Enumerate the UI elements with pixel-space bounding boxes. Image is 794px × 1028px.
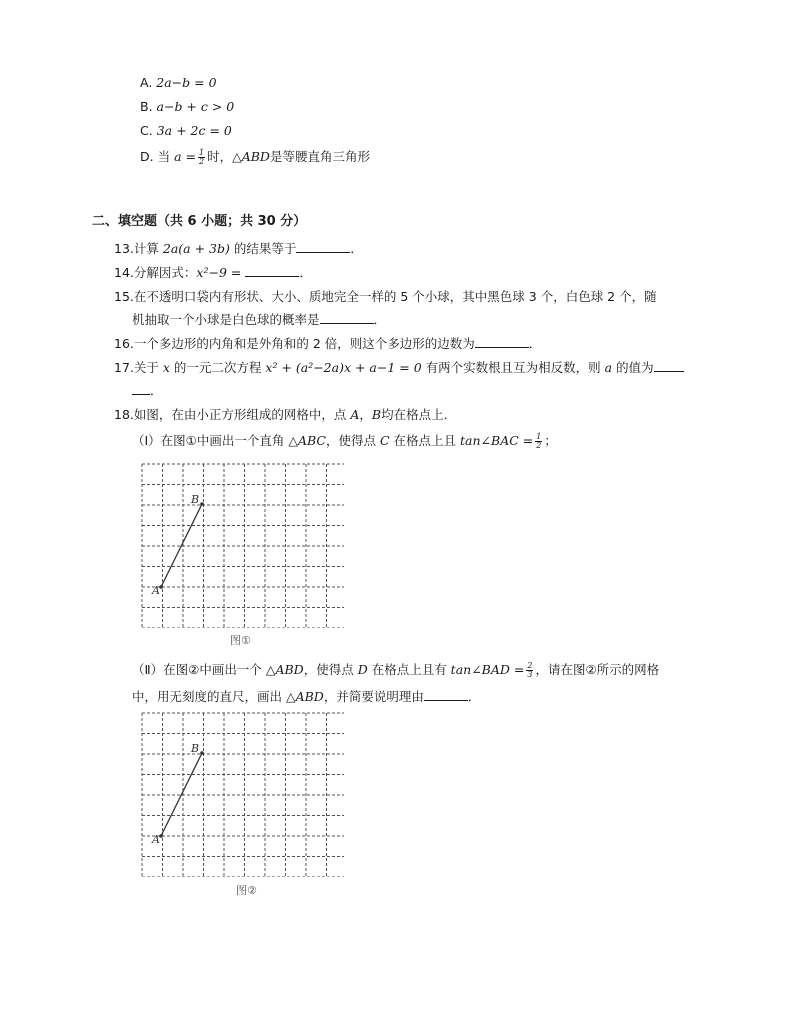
question-18: 18.如图，在由小正方形组成的网格中，点 A，B均在格点上． [114, 407, 457, 422]
question-17: 17.关于 x 的一元二次方程 x² + (a²−2a)x + a−1 = 0 有两个实数根且互为相反数，则 a 的值为 [114, 359, 684, 377]
question-13: 13.计算 2a(a + 3b) 的结果等于 ． [114, 241, 363, 256]
section-title: 二、填空题（共 6 小题；共 30 分） [92, 214, 307, 229]
answer-blank[interactable] [245, 264, 299, 277]
answer-blank[interactable] [654, 359, 684, 372]
option-b: B. a−b + c > 0 [140, 99, 235, 114]
point-b-label: B [191, 493, 200, 506]
question-18-part2-line2: 中，用无刻度的直尺，画出 △ABD，并简要说明理由 ． [132, 689, 481, 704]
answer-blank[interactable] [475, 335, 529, 348]
question-18-part1: （Ⅰ）在图①中画出一个直角 △ABC，使得点 C 在格点上且 tan∠BAC = $\frac{1}{2}$ ； [132, 432, 557, 450]
question-17-line2: ． [132, 382, 163, 400]
question-15: 15.在不透明口袋内有形状、大小、质地完全一样的 5 个小球，其中黑色球 3 个，白色球 2 个，随 [114, 289, 657, 304]
option-d: D. 当 a = $\frac{1}{2}$ 时，△ABD是等腰直角三角形 [140, 148, 370, 166]
point-a-label: A [152, 584, 160, 597]
point-a-label: A [152, 833, 160, 846]
fraction-one-half: $\frac{1}{2}$ [536, 432, 542, 450]
question-16: 16.一个多边形的内角和是外角和的 2 倍，则这个多边形的边数为 ． [114, 336, 542, 351]
question-15-line2: 机抽取一个小球是白色球的概率是 ． [132, 312, 387, 327]
question-14: 14.分解因式：x²−9 = ． [114, 265, 312, 280]
figure-2-caption: 图② [236, 884, 257, 897]
answer-blank[interactable] [320, 311, 374, 324]
grid-figure-2 [140, 711, 344, 877]
grid-figure-1 [140, 462, 344, 628]
figure-1-caption: 图① [230, 634, 251, 647]
point-b-label: B [191, 742, 200, 755]
answer-blank-cont[interactable] [132, 382, 150, 395]
answer-blank[interactable] [424, 688, 468, 701]
option-c: C. 3a + 2c = 0 [140, 123, 232, 138]
fraction-one-half: $\frac{1}{2}$ [198, 148, 205, 166]
question-18-part2: （Ⅱ）在图②中画出一个 △ABD，使得点 D 在格点上且有 tan∠BAD = $\frac{2}{3}$ ，请在图②所示的网格 [132, 661, 660, 679]
answer-blank[interactable] [296, 240, 350, 253]
fraction-two-thirds: $\frac{2}{3}$ [527, 661, 533, 679]
option-a: A. 2a−b = 0 [140, 75, 217, 90]
